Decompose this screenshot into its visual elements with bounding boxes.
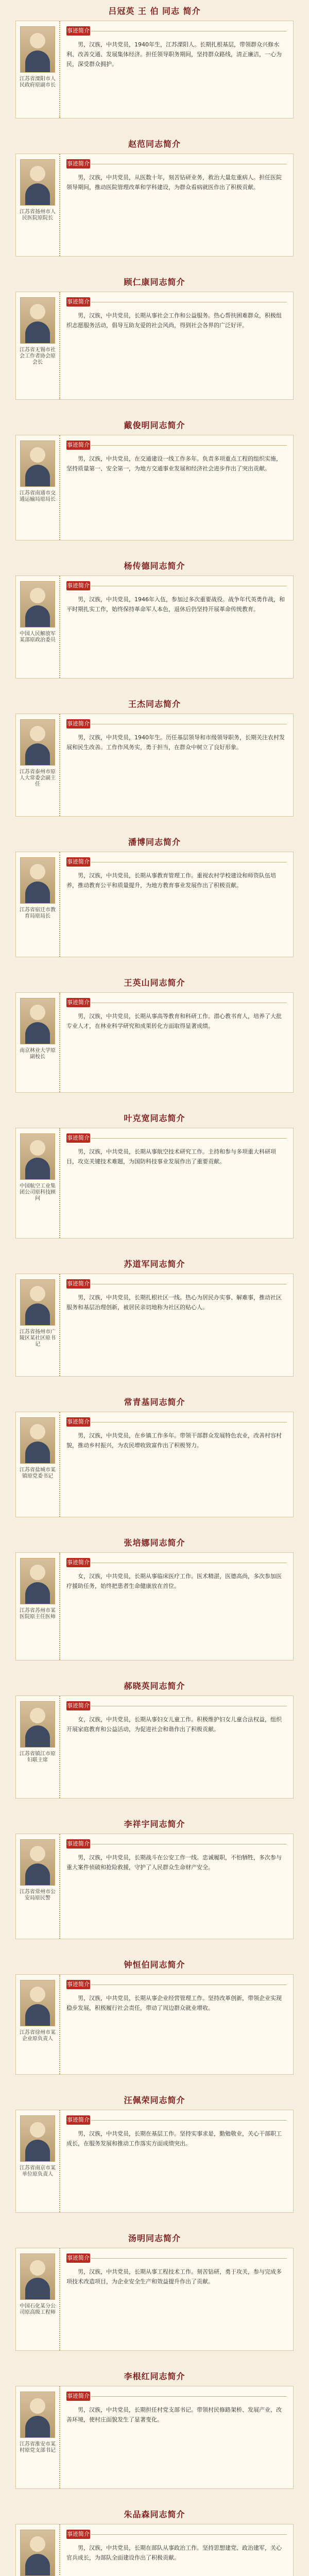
profile-text: 男，汉族，中共党员，长期从事工程技术工作。刻苦钻研，勇于攻关，参与完成多项技术改造项目，为企业安全生产和效益提升作出了贡献。 bbox=[66, 2268, 282, 2285]
profile-text: 男，汉族，中共党员，从医数十年，刻苦钻研业务，救治大量危重病人。担任医院领导期间，推动医院管理改革和学科建设，为群众看病就医作出了积极贡献。 bbox=[66, 174, 282, 191]
profile-sidebar bbox=[16, 1696, 60, 1798]
profile-section bbox=[0, 1954, 309, 2089]
profile-title: 汪佩荣同志简介 bbox=[124, 2095, 185, 2105]
profile-text: 男，汉族，中共党员，长期从事高等教育和科研工作。潜心教书育人，培养了大批专业人才，在林业科学研究和成果转化方面取得显著成绩。 bbox=[66, 1013, 282, 1029]
badge-divider bbox=[91, 445, 287, 446]
badge-divider bbox=[91, 2534, 287, 2535]
badge-label: 事迹简介 bbox=[66, 2115, 90, 2125]
badge-label: 事迹简介 bbox=[66, 297, 90, 307]
section-spacer bbox=[0, 1799, 309, 1813]
section-spacer bbox=[0, 817, 309, 831]
badge-label: 事迹简介 bbox=[66, 2530, 90, 2539]
profile-text: 女，汉族，中共党员，长期从事临床医疗工作。医术精湛，医德高尚，多次参加医疗援助任务，始终把患者生命健康放在首位。 bbox=[66, 1573, 282, 1589]
portrait-caption: 江苏省徐州市某企业原负责人 bbox=[20, 2030, 56, 2042]
profile-card bbox=[15, 2524, 294, 2576]
portrait-photo bbox=[20, 1133, 55, 1180]
profile-title: 吕冠英 王 伯 同志 简介 bbox=[108, 6, 201, 16]
badge-divider bbox=[91, 2258, 287, 2259]
profile-section bbox=[0, 1253, 309, 1391]
section-spacer bbox=[0, 2075, 309, 2089]
profile-sidebar bbox=[16, 852, 60, 957]
profile-card bbox=[15, 1274, 294, 1377]
badge-divider bbox=[91, 1138, 287, 1139]
portrait-photo bbox=[20, 719, 55, 766]
profile-text: 男，汉族，中共党员，长期从事企业经营管理工作。坚持改革创新，带领企业实现稳步发展，积极履行社会责任，带动了周边群众就业增收。 bbox=[66, 1995, 282, 2011]
section-spacer bbox=[0, 1093, 309, 1107]
profile-card bbox=[15, 1128, 294, 1239]
profile-sidebar bbox=[16, 2524, 60, 2576]
portrait-caption: 江苏省扬州市广陵区某社区原书记 bbox=[20, 1329, 56, 1347]
profile-text: 男，汉族，中共党员，长期担任村党支部书记。带领村民修路架桥、发展产业、改善环境，使村庄面貌发生了显著变化。 bbox=[66, 2406, 282, 2423]
section-spacer bbox=[0, 257, 309, 271]
badge-label: 事迹简介 bbox=[66, 1279, 90, 1289]
profile-description bbox=[60, 1696, 293, 1798]
profile-card bbox=[15, 852, 294, 957]
profile-section bbox=[0, 1813, 309, 1954]
portrait-caption: 南京林业大学原副校长 bbox=[20, 1048, 56, 1060]
profile-sidebar bbox=[16, 1553, 60, 1660]
badge-label: 事迹简介 bbox=[66, 2392, 90, 2401]
badge-label: 事迹简介 bbox=[66, 26, 90, 36]
badge-divider bbox=[91, 2396, 287, 2397]
portrait-caption: 中国石化某分公司原高级工程师 bbox=[20, 2303, 56, 2315]
section-spacer bbox=[0, 540, 309, 555]
profile-section bbox=[0, 1675, 309, 1813]
profile-sidebar bbox=[16, 1412, 60, 1517]
profile-section bbox=[0, 972, 309, 1107]
portrait-photo bbox=[20, 1701, 55, 1748]
badge-label: 事迹简介 bbox=[66, 1701, 90, 1710]
badge-label: 事迹简介 bbox=[66, 719, 90, 728]
portrait-caption: 江苏省溧阳市人民政府原副市长 bbox=[20, 76, 56, 88]
portrait-caption: 江苏省苏州市某医院原主任医师 bbox=[20, 1608, 56, 1620]
portrait-photo bbox=[20, 1839, 55, 1886]
badge-label: 事迹简介 bbox=[66, 440, 90, 450]
profile-card bbox=[15, 714, 294, 817]
portrait-caption: 中国人民解放军某部原政治委员 bbox=[20, 631, 56, 643]
profile-title: 李祥宇同志简介 bbox=[124, 1819, 185, 1829]
profile-sidebar bbox=[16, 292, 60, 399]
profile-sidebar bbox=[16, 714, 60, 816]
portrait-photo bbox=[20, 159, 55, 206]
profile-title: 王杰同志简介 bbox=[128, 699, 181, 709]
profile-section bbox=[0, 414, 309, 555]
profile-text: 女，汉族，中共党员，长期从事妇女儿童工作。积极维护妇女儿童合法权益，组织开展家庭教育和公益活动，为促进社会和谐作出了积极贡献。 bbox=[66, 1716, 282, 1733]
profile-card bbox=[15, 154, 294, 257]
profile-sidebar bbox=[16, 154, 60, 256]
portrait-caption: 江苏省无锡市社会工作者协会原会长 bbox=[20, 347, 56, 365]
portrait-photo bbox=[20, 857, 55, 904]
profile-card bbox=[15, 2110, 294, 2213]
profile-card bbox=[15, 21, 294, 118]
badge-label: 事迹简介 bbox=[66, 998, 90, 1007]
profile-description bbox=[60, 154, 293, 256]
profile-section bbox=[0, 2365, 309, 2503]
badge-label: 事迹简介 bbox=[66, 1133, 90, 1143]
profile-sidebar bbox=[16, 1834, 60, 1939]
profile-text: 男，汉族，中共党员，长期从事教育管理工作。重视农村学校建设和师资队伍培养，推动教育公平和质量提升，为地方教育事业发展作出了积极贡献。 bbox=[66, 872, 276, 889]
profile-card bbox=[15, 2386, 294, 2489]
profile-title: 钟恒伯同志简介 bbox=[124, 1959, 185, 1970]
profile-title: 汤明同志简介 bbox=[128, 2233, 181, 2243]
badge-label: 事迹简介 bbox=[66, 1558, 90, 1567]
profile-section bbox=[0, 693, 309, 831]
profile-section bbox=[0, 2089, 309, 2227]
portrait-caption: 江苏省泰州市原人大常委会副主任 bbox=[20, 769, 56, 787]
section-spacer bbox=[0, 679, 309, 693]
profile-sidebar bbox=[16, 1274, 60, 1376]
profile-text: 男，汉族，中共党员，1940年生，江苏溧阳人。长期扎根基层，带领群众兴修水利、改善交通、发展集体经济。担任领导职务期间，坚持群众路线，清正廉洁，一心为民，深受群众拥护。 bbox=[66, 41, 282, 67]
profile-section bbox=[0, 133, 309, 271]
profile-title: 潘博同志简介 bbox=[128, 837, 181, 847]
badge-divider bbox=[91, 2120, 287, 2121]
profile-section bbox=[0, 1107, 309, 1253]
profile-description bbox=[60, 2248, 293, 2350]
portrait-photo bbox=[20, 297, 55, 344]
portrait-photo bbox=[20, 1279, 55, 1326]
portrait-caption: 江苏省盐城市某镇原党委书记 bbox=[20, 1467, 56, 1479]
profile-description bbox=[60, 714, 293, 816]
profile-description bbox=[60, 435, 293, 540]
profile-title: 苏道军同志简介 bbox=[124, 1259, 185, 1269]
portrait-photo bbox=[20, 440, 55, 487]
profile-title: 杨传德同志简介 bbox=[124, 561, 185, 571]
portrait-photo bbox=[20, 2115, 55, 2162]
section-spacer bbox=[0, 1239, 309, 1253]
profile-description bbox=[60, 1274, 293, 1376]
portrait-photo bbox=[20, 998, 55, 1044]
profile-section bbox=[0, 2227, 309, 2365]
badge-label: 事迹简介 bbox=[66, 1980, 90, 1989]
profile-section bbox=[0, 1532, 309, 1675]
profile-description bbox=[60, 2386, 293, 2488]
portrait-caption: 江苏省淮安市某村原党支部书记 bbox=[20, 2442, 56, 2453]
profile-description bbox=[60, 852, 293, 957]
profile-section bbox=[0, 0, 309, 133]
profile-sidebar bbox=[16, 576, 60, 678]
profile-card bbox=[15, 1834, 294, 1939]
section-spacer bbox=[0, 1660, 309, 1675]
portrait-photo bbox=[20, 581, 55, 628]
portrait-photo bbox=[20, 2530, 55, 2576]
portrait-photo bbox=[20, 26, 55, 73]
profile-sidebar bbox=[16, 2386, 60, 2488]
profile-description bbox=[60, 1834, 293, 1939]
profile-sidebar bbox=[16, 2110, 60, 2212]
profile-sidebar bbox=[16, 435, 60, 540]
profile-sidebar bbox=[16, 1128, 60, 1238]
profile-description bbox=[60, 1412, 293, 1517]
profile-description bbox=[60, 1128, 293, 1238]
portrait-caption: 江苏省常州市公安局原民警 bbox=[20, 1889, 56, 1901]
section-spacer bbox=[0, 400, 309, 414]
profile-card bbox=[15, 1696, 294, 1799]
portrait-caption: 江苏省南京市某单位原负责人 bbox=[20, 2165, 56, 2177]
badge-label: 事迹简介 bbox=[66, 1417, 90, 1427]
profile-text: 男，汉族，中共党员，在交通建设一线工作多年。负责多项重点工程的组织实施，坚持质量第一、安全第一，为地方交通事业发展和经济社会进步作出了突出贡献。 bbox=[66, 455, 282, 472]
profile-section bbox=[0, 555, 309, 693]
portrait-photo bbox=[20, 2253, 55, 2300]
profile-description bbox=[60, 1553, 293, 1660]
profile-title: 顾仁康同志简介 bbox=[124, 277, 185, 287]
profile-description bbox=[60, 993, 293, 1092]
section-spacer bbox=[0, 1939, 309, 1954]
profile-card bbox=[15, 1974, 294, 2075]
profile-description bbox=[60, 292, 293, 399]
profile-text: 男，汉族，中共党员，长期战斗在公安工作一线。忠诚履职，不怕牺牲，多次参与重大案件侦破和抢险救援，守护了人民群众生命财产安全。 bbox=[66, 1854, 282, 1871]
profile-description bbox=[60, 1975, 293, 2074]
profile-text: 男，汉族，中共党员，长期从事社会工作和公益服务。热心帮扶困难群众，积极组织志愿服务活动，倡导互助友爱的社会风尚，得到社会各界的广泛好评。 bbox=[66, 312, 282, 329]
profile-section bbox=[0, 2503, 309, 2576]
profile-text: 男，汉族，中共党员，长期在基层工作。坚持实事求是，勤勉敬业，关心干部职工成长，在服务发展和推动工作落实方面成绩突出。 bbox=[66, 2130, 282, 2147]
profile-section bbox=[0, 271, 309, 414]
profile-description bbox=[60, 2110, 293, 2212]
portrait-caption: 江苏省镇江市原妇联主席 bbox=[20, 1751, 56, 1763]
badge-label: 事迹简介 bbox=[66, 581, 90, 590]
profile-description bbox=[60, 576, 293, 678]
section-spacer bbox=[0, 118, 309, 133]
profile-section bbox=[0, 1391, 309, 1532]
profile-description bbox=[60, 21, 293, 118]
profile-title: 常青基同志简介 bbox=[124, 1397, 185, 1407]
profile-sidebar bbox=[16, 993, 60, 1092]
profile-sidebar bbox=[16, 21, 60, 118]
profile-card bbox=[15, 1552, 294, 1660]
profile-section bbox=[0, 831, 309, 972]
portrait-photo bbox=[20, 1558, 55, 1604]
profile-title: 朱品森同志简介 bbox=[124, 2509, 185, 2519]
profile-card bbox=[15, 1412, 294, 1517]
profile-card bbox=[15, 292, 294, 400]
profile-text: 男，汉族，中共党员，在乡镇工作多年。带领干部群众发展特色农业，改善村容村貌，推动乡村振兴，为农民增收致富作出了积极努力。 bbox=[66, 1432, 282, 1449]
profile-text: 男，汉族，中共党员，长期扎根社区一线。热心为居民办实事、解难事，推动社区服务和基层治理创新，被居民亲切地称为社区的贴心人。 bbox=[66, 1294, 282, 1311]
portrait-caption: 中国航空工业集团公司原科技顾问 bbox=[20, 1183, 56, 1201]
section-spacer bbox=[0, 2213, 309, 2227]
portrait-caption: 江苏省宿迁市教育局原局长 bbox=[20, 907, 56, 919]
section-spacer bbox=[0, 1517, 309, 1532]
profile-title: 叶克宽同志简介 bbox=[124, 1113, 185, 1123]
section-spacer bbox=[0, 1377, 309, 1391]
profile-title: 王英山同志简介 bbox=[124, 977, 185, 988]
profile-card bbox=[15, 575, 294, 679]
profile-title: 赵范同志简介 bbox=[128, 139, 181, 149]
profile-text: 男，汉族，中共党员，1946年入伍，参加过多次重要战役。战争年代英勇作战，和平时期扎实工作，始终保持革命军人本色，退休后仍坚持开展革命传统教育。 bbox=[66, 596, 285, 613]
portrait-photo bbox=[20, 2392, 55, 2438]
profile-title: 戴俊明同志简介 bbox=[124, 420, 185, 430]
portrait-photo bbox=[20, 1980, 55, 2026]
profile-sidebar bbox=[16, 1975, 60, 2074]
profile-sidebar bbox=[16, 2248, 60, 2350]
badge-label: 事迹简介 bbox=[66, 2253, 90, 2263]
section-spacer bbox=[0, 957, 309, 972]
profile-text: 男，汉族，中共党员，1940年生。历任基层领导和市级领导职务，长期关注农村发展和民生改善。工作作风务实，勇于担当，在群众中树立了良好形象。 bbox=[66, 734, 285, 751]
portrait-caption: 江苏省扬州市人民医院原院长 bbox=[20, 209, 56, 221]
section-spacer bbox=[0, 2351, 309, 2365]
badge-label: 事迹简介 bbox=[66, 857, 90, 867]
profile-description bbox=[60, 2524, 293, 2576]
badge-label: 事迹简介 bbox=[66, 159, 90, 168]
profile-text: 男，汉族，中共党员，长期在部队从事政治工作。坚持思想建党、政治建军，关心官兵成长，为部队全面建设作出了积极贡献。 bbox=[66, 2545, 282, 2561]
profile-card bbox=[15, 435, 294, 540]
section-spacer bbox=[0, 2489, 309, 2503]
profile-title: 李根红同志简介 bbox=[124, 2371, 185, 2381]
profile-title: 张培娜同志简介 bbox=[124, 1537, 185, 1548]
profile-text: 男，汉族，中共党员，长期从事航空技术研究工作。主持和参与多项重大科研项目，攻克关键技术难题，为国防科技事业发展作出了重要贡献。 bbox=[66, 1148, 276, 1165]
profile-card bbox=[15, 992, 294, 1093]
portrait-caption: 江苏省南通市交通运输局原局长 bbox=[20, 490, 56, 502]
badge-label: 事迹简介 bbox=[66, 1839, 90, 1849]
profile-card bbox=[15, 2248, 294, 2351]
portrait-photo bbox=[20, 1417, 55, 1464]
profile-title: 郝晓英同志简介 bbox=[124, 1681, 185, 1691]
